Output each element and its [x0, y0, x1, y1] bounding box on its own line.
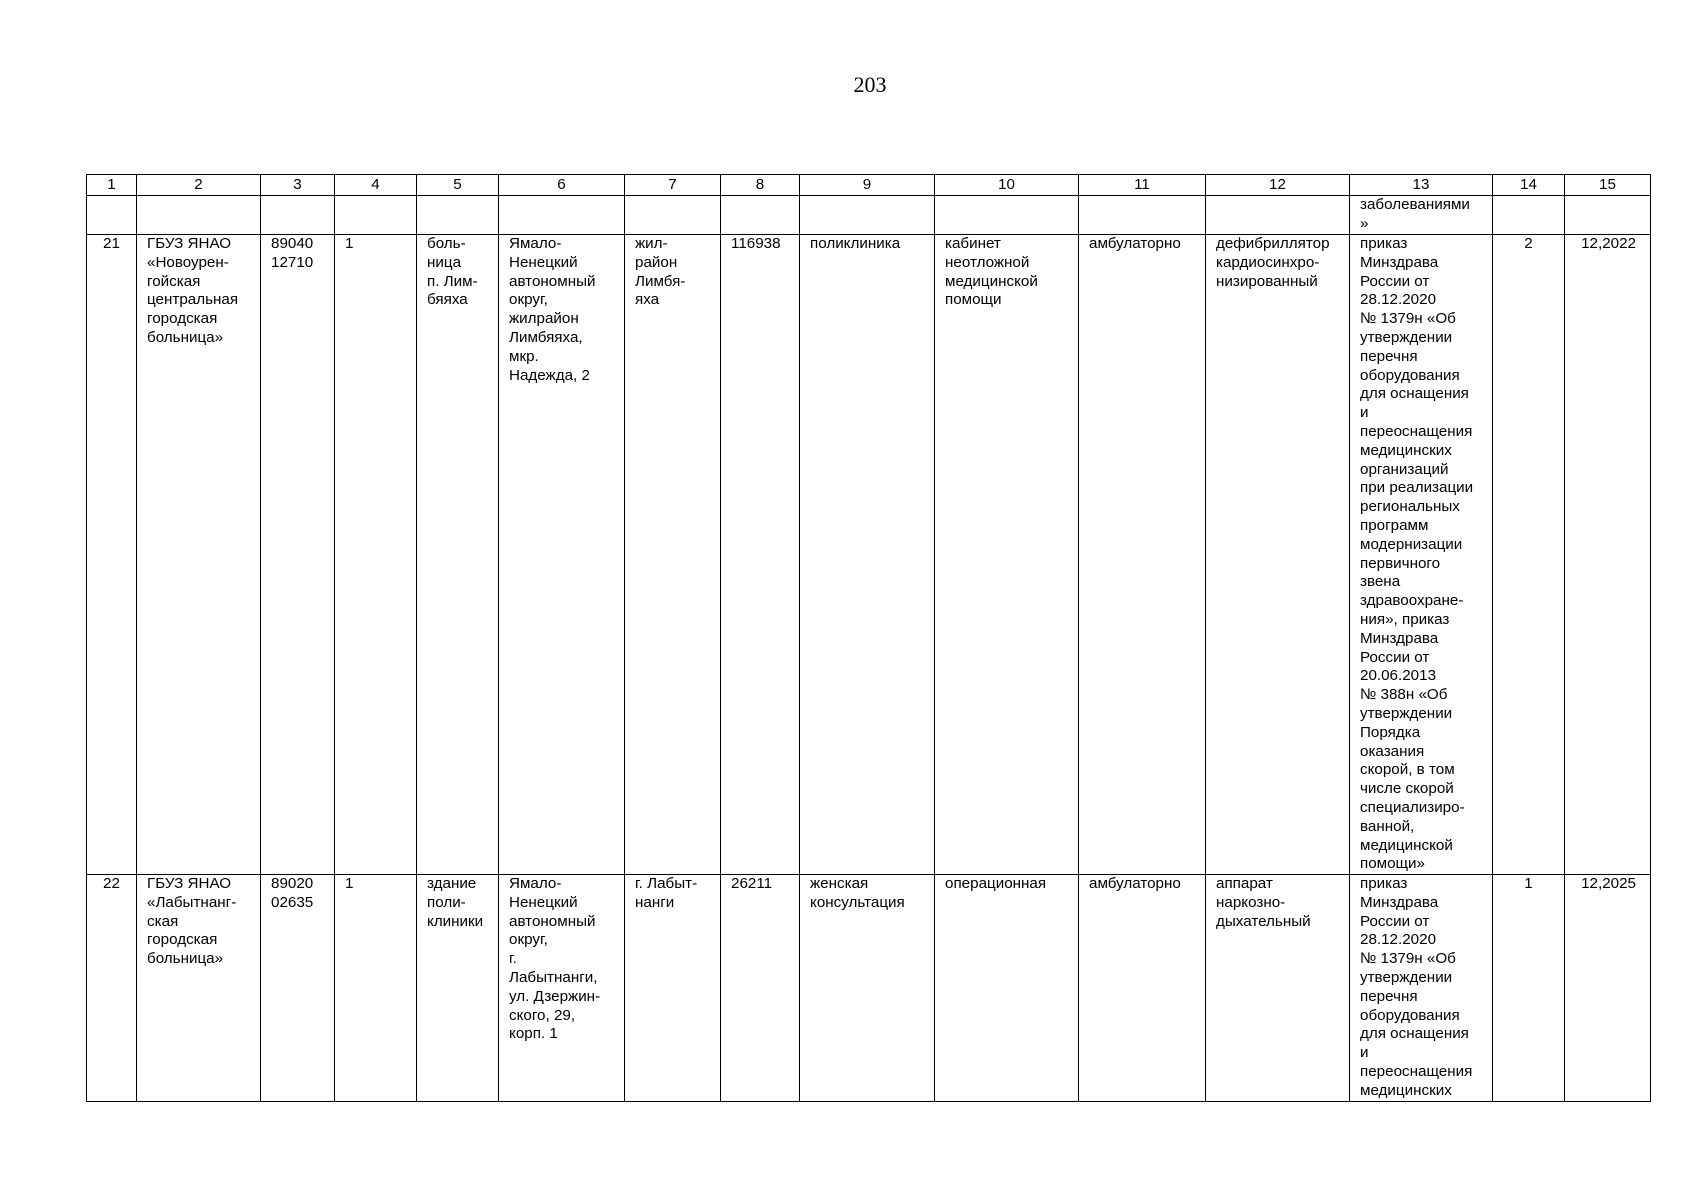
cell-date: 12,2025: [1565, 875, 1651, 1102]
column-header: 8: [721, 175, 800, 196]
cell-organization: ГБУЗ ЯНАО «Новоурен- гойская центральная городская больница»: [137, 235, 261, 875]
column-header: 7: [625, 175, 721, 196]
table-row: [87, 875, 1651, 1102]
column-header: 9: [800, 175, 935, 196]
cell-row-number: 21: [87, 235, 137, 875]
cell-quantity: 1: [335, 875, 417, 1102]
cell-address: Ямало- Ненецкий автономный округ, г. Лабытнанги, ул. Дзержин- ского, 29, корп. 1: [499, 875, 625, 1102]
cell-code: 89040 12710: [261, 235, 335, 875]
column-header: 4: [335, 175, 417, 196]
column-header: 1: [87, 175, 137, 196]
column-header: 11: [1079, 175, 1206, 196]
cell-equipment: дефибриллятор кардиосинхро- низированный: [1206, 235, 1350, 875]
cell-care-type: амбулаторно: [1079, 235, 1206, 875]
cell-code: 89020 02635: [261, 875, 335, 1102]
cell-row-number: 22: [87, 875, 137, 1102]
cell-room: операционная: [935, 875, 1079, 1102]
cell-facility: [417, 196, 499, 235]
cell-equipment: [1206, 196, 1350, 235]
cell-quantity: 1: [335, 235, 417, 875]
cell-locality: г. Лабыт- нанги: [625, 875, 721, 1102]
cell-care-type: [1079, 196, 1206, 235]
column-header: 3: [261, 175, 335, 196]
cell-address: [499, 196, 625, 235]
cell-regulation: заболеваниями »: [1350, 196, 1493, 235]
cell-count: 1: [1493, 875, 1565, 1102]
cell-address: Ямало- Ненецкий автономный округ, жилрайон Лимбяяха, мкр. Надежда, 2: [499, 235, 625, 875]
cell-care-type: амбулаторно: [1079, 875, 1206, 1102]
cell-population: [721, 196, 800, 235]
cell-row-number: [87, 196, 137, 235]
cell-count: [1493, 196, 1565, 235]
cell-date: 12,2022: [1565, 235, 1651, 875]
cell-organization: [137, 196, 261, 235]
table-row-continuation: [87, 196, 1651, 235]
column-number-row: [87, 175, 1651, 196]
cell-regulation: приказ Минздрава России от 28.12.2020 № 1379н «Об утверждении перечня оборудования для оснащения и переоснащения медицинских: [1350, 875, 1493, 1102]
cell-unit: поликлиника: [800, 235, 935, 875]
column-header: 15: [1565, 175, 1651, 196]
column-header: 2: [137, 175, 261, 196]
cell-population: 26211: [721, 875, 800, 1102]
cell-quantity: [335, 196, 417, 235]
cell-equipment: аппарат наркозно- дыхательный: [1206, 875, 1350, 1102]
cell-unit: женская консультация: [800, 875, 935, 1102]
cell-regulation: приказ Минздрава России от 28.12.2020 № 1379н «Об утверждении перечня оборудования для оснащения и переоснащения медицинских организаций при реализации региональных программ модернизации первичного звена здравоохране- ния», приказ Минздрава России от 20.06.2013 № 388н «Об утверждении Порядка оказания скорой, в том числе скорой специализиро- ванной, медицинской помощи»: [1350, 235, 1493, 875]
column-header: 6: [499, 175, 625, 196]
cell-locality: [625, 196, 721, 235]
cell-date: [1565, 196, 1651, 235]
column-header: 12: [1206, 175, 1350, 196]
cell-locality: жил- район Лимбя- яха: [625, 235, 721, 875]
cell-unit: [800, 196, 935, 235]
cell-organization: ГБУЗ ЯНАО «Лабытнанг- ская городская больница»: [137, 875, 261, 1102]
cell-room: кабинет неотложной медицинской помощи: [935, 235, 1079, 875]
cell-population: 116938: [721, 235, 800, 875]
table-row: [87, 235, 1651, 875]
cell-code: [261, 196, 335, 235]
column-header: 5: [417, 175, 499, 196]
document-table: [86, 174, 1651, 1102]
column-header: 13: [1350, 175, 1493, 196]
column-header: 10: [935, 175, 1079, 196]
page-number: 203: [853, 72, 887, 97]
column-header: 14: [1493, 175, 1565, 196]
cell-count: 2: [1493, 235, 1565, 875]
cell-room: [935, 196, 1079, 235]
cell-facility: здание поли- клиники: [417, 875, 499, 1102]
cell-facility: боль- ница п. Лим- бяяха: [417, 235, 499, 875]
